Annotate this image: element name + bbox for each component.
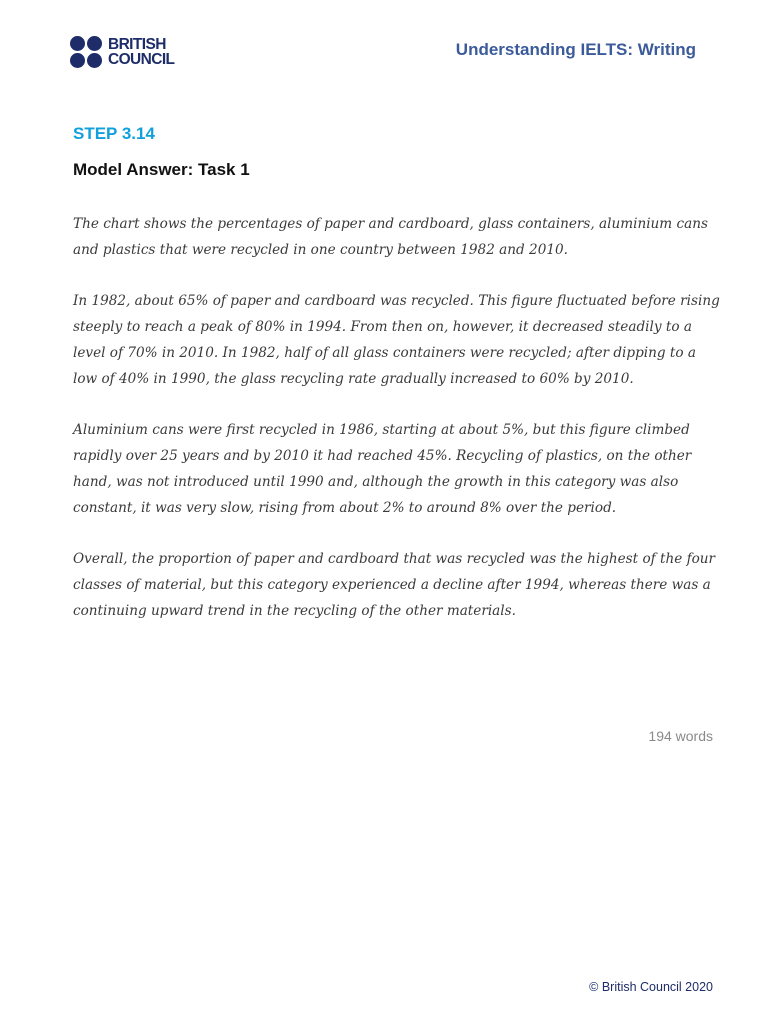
footer-copyright: © British Council 2020 — [589, 980, 713, 994]
logo-wordmark — [108, 37, 174, 67]
essay-paragraph-2: In 1982, about 65% of paper and cardboard was recycled. This figure fluctuated before rising steeply to reach a peak of 80% in 1994. From then on, however, it decreased steadily to a level of 70% in 2010. In 1982, half of all glass containers were recycled; after dipping to a low of 40% in 1990, the glass recycling rate gradually increased to 60% by 2010. — [73, 293, 720, 387]
step-label: STEP 3.14 — [73, 124, 155, 143]
section-title: Model Answer: Task 1 — [73, 160, 250, 179]
word-count: 194 words — [648, 728, 713, 744]
british-council-logo — [70, 36, 174, 68]
essay-body — [73, 212, 723, 625]
logo-line-2: COUNCIL — [108, 51, 175, 68]
essay-paragraph-4: Overall, the proportion of paper and cardboard that was recycled was the highest of the four classes of material, but this category experienced a decline after 1994, whereas there was a continuing upward trend in the recycling of the other materials. — [73, 551, 716, 619]
logo-dots-icon — [70, 36, 102, 68]
logo-line-1: BRITISH — [108, 36, 166, 53]
header-title: Understanding IELTS: Writing — [455, 40, 696, 59]
essay-paragraph-3: Aluminium cans were first recycled in 1986, starting at about 5%, but this figure climbed rapidly over 25 years and by 2010 it had reached 45%. Recycling of plastics, on the other hand, was not introduced until 1990 and, although the growth in this category was also constant, it was very slow, rising from about 2% to around 8% over the period. — [73, 422, 692, 516]
essay-paragraph-1: The chart shows the percentages of paper and cardboard, glass containers, aluminium cans and plastics that were recycled in one country between 1982 and 2010. — [73, 216, 708, 258]
